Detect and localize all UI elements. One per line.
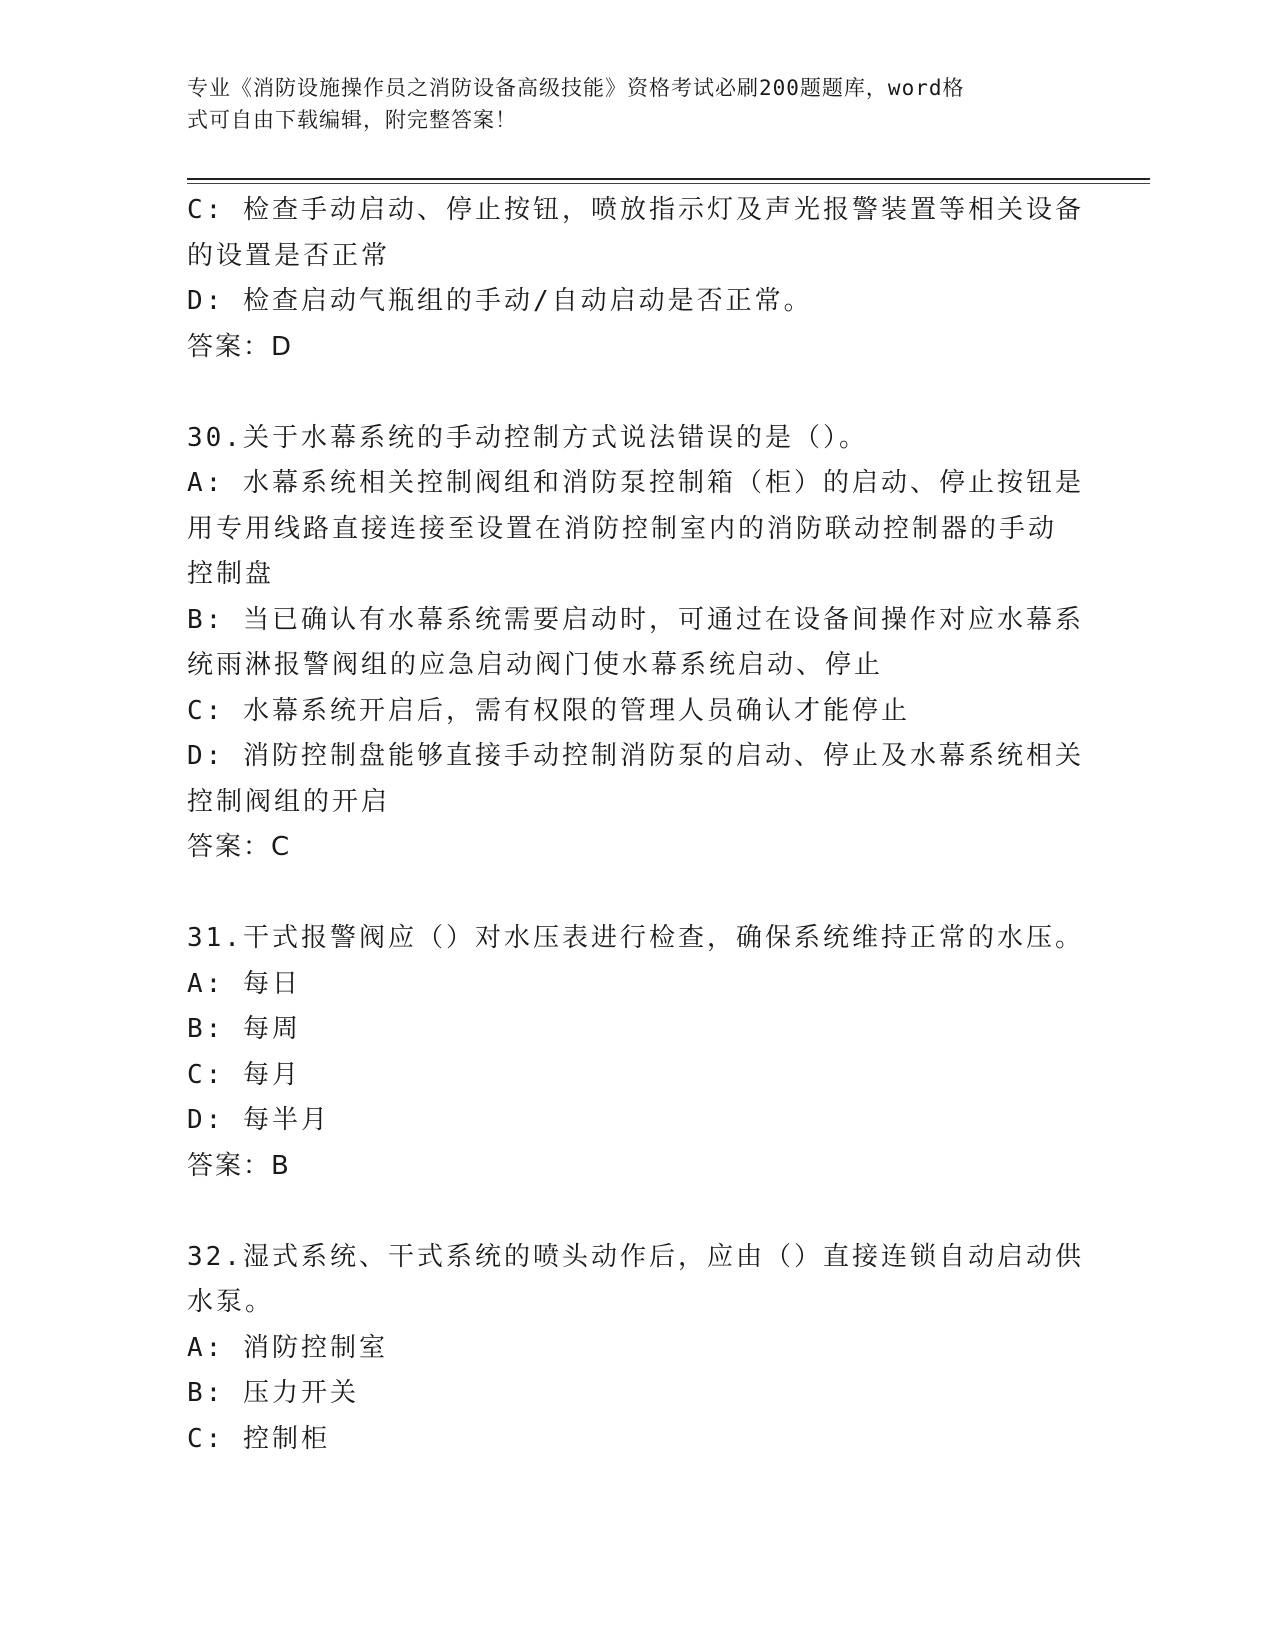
header-line-2: 式可自由下载编辑，附完整答案！ xyxy=(187,108,517,132)
header-rule-thick xyxy=(187,178,1150,180)
document-header xyxy=(187,72,1067,136)
option-a-line: A: 水幕系统相关控制阀组和消防泵控制箱（柜）的启动、停止按钮是 xyxy=(187,468,1084,498)
spacer xyxy=(187,1189,1087,1235)
question-text-line: 32.湿式系统、干式系统的喷头动作后，应由（）直接连锁自动启动供 xyxy=(187,1241,1084,1272)
question-text: 31.干式报警阀应（）对水压表进行检查，确保系统维持正常的水压。 xyxy=(187,923,1084,953)
answer-label: 答案：B xyxy=(187,1150,291,1181)
option-c: C: 控制柜 xyxy=(187,1423,330,1454)
question-text-line: 水泵。 xyxy=(187,1287,275,1317)
answer-label: 答案：D xyxy=(187,331,294,362)
question-content xyxy=(187,188,1087,1462)
option-a: A: 每日 xyxy=(187,968,301,999)
option-c-line: C: 检查手动启动、停止按钮，喷放指示灯及声光报警装置等相关设备 xyxy=(187,195,1084,225)
question-32 xyxy=(187,1235,1087,1463)
option-a: A: 消防控制室 xyxy=(187,1332,388,1363)
spacer xyxy=(187,871,1087,917)
option-c-line: 的设置是否正常 xyxy=(187,240,391,271)
header-rule-thin xyxy=(187,183,1150,184)
answer-label: 答案：C xyxy=(187,832,292,862)
option-d: D: 检查启动气瓶组的手动/自动启动是否正常。 xyxy=(187,286,813,316)
header-line-1: 专业《消防设施操作员之消防设备高级技能》资格考试必刷200题题库，word格 xyxy=(187,76,965,100)
option-b-line: B: 当已确认有水幕系统需要启动时，可通过在设备间操作对应水幕系 xyxy=(187,604,1084,635)
option-b: B: 压力开关 xyxy=(187,1378,359,1408)
question-text: 30.关于水幕系统的手动控制方式说法错误的是（）。 xyxy=(187,422,868,453)
question-30 xyxy=(187,416,1087,871)
option-a-line: 用专用线路直接连接至设置在消防控制室内的消防联动控制器的手动 xyxy=(187,513,1058,544)
option-c: C: 每月 xyxy=(187,1059,301,1090)
option-a-line: 控制盘 xyxy=(187,559,275,589)
spacer xyxy=(187,370,1087,416)
option-c: C: 水幕系统开启后，需有权限的管理人员确认才能停止 xyxy=(187,695,910,726)
option-b-line: 统雨淋报警阀组的应急启动阀门使水幕系统启动、停止 xyxy=(187,650,884,680)
question-31 xyxy=(187,916,1087,1189)
previous-question-tail xyxy=(187,188,1087,370)
option-d-line: 控制阀组的开启 xyxy=(187,786,391,817)
option-d: D: 每半月 xyxy=(187,1105,330,1135)
option-d-line: D: 消防控制盘能够直接手动控制消防泵的启动、停止及水幕系统相关 xyxy=(187,741,1084,771)
option-b: B: 每周 xyxy=(187,1014,301,1044)
